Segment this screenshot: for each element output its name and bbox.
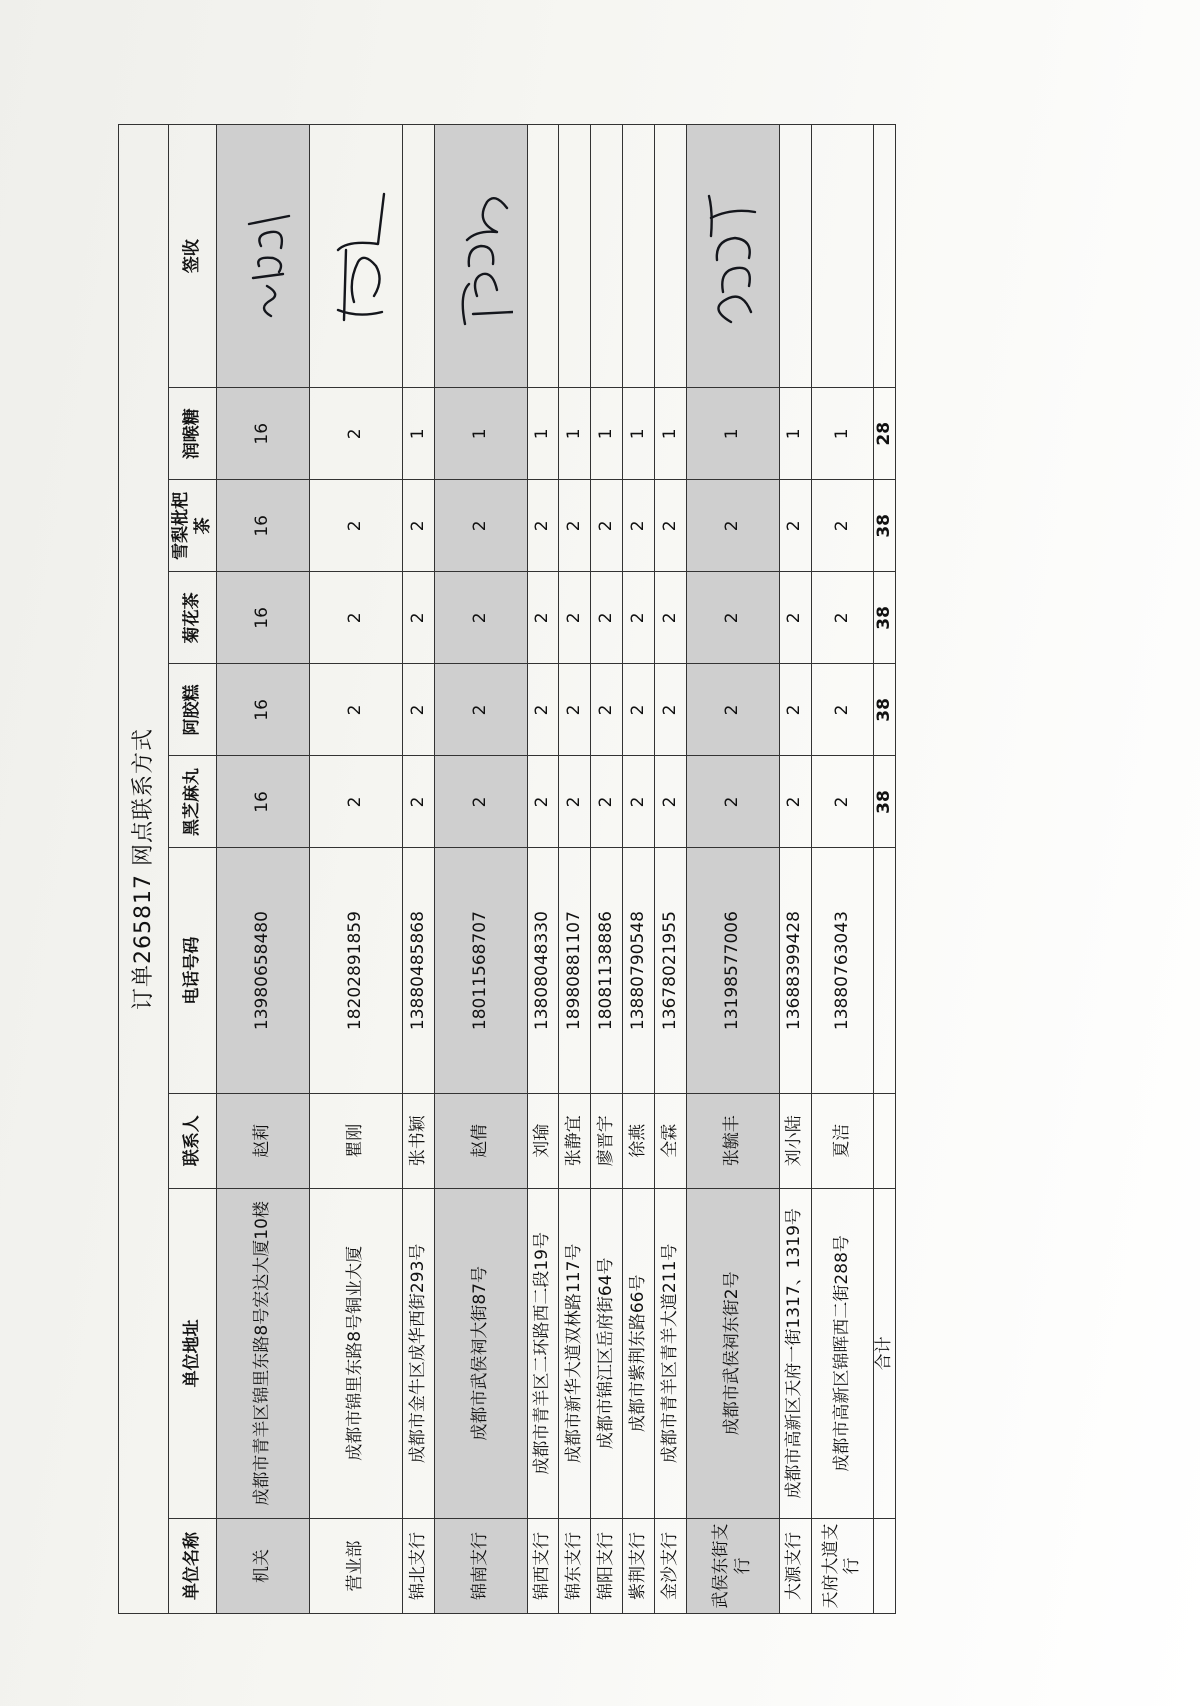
total-q4: 38: [873, 480, 895, 572]
header-unit: 单位名称: [169, 1518, 217, 1613]
header-phone: 电话号码: [169, 848, 217, 1093]
qty-q1: 2: [623, 756, 655, 848]
signature-cell: [623, 125, 655, 388]
qty-q1: 2: [559, 756, 591, 848]
qty-q2: 2: [591, 664, 623, 756]
qty-q2: 2: [402, 664, 434, 756]
unit-address: 成都市金牛区成华西街293号: [402, 1188, 434, 1518]
signature-cell: [686, 125, 779, 388]
qty-q4: 2: [686, 480, 779, 572]
contact-person: 夏洁: [811, 1093, 873, 1188]
unit-name: 大源支行: [779, 1518, 811, 1613]
header-contact: 联系人: [169, 1093, 217, 1188]
table-row: [811, 125, 873, 1614]
contact-table: [168, 124, 896, 1614]
phone-number: 13880485868: [402, 848, 434, 1093]
qty-q5: 1: [623, 388, 655, 480]
contact-person: 刘小陆: [779, 1093, 811, 1188]
contact-person: 赵莉: [217, 1093, 310, 1188]
qty-q2: 2: [654, 664, 686, 756]
unit-name: 紫荆支行: [623, 1518, 655, 1613]
qty-q5: 1: [779, 388, 811, 480]
qty-q1: 2: [779, 756, 811, 848]
signature-cell: [559, 125, 591, 388]
signature-cell: [654, 125, 686, 388]
signature-cell: [527, 125, 559, 388]
qty-q1: 2: [527, 756, 559, 848]
qty-q4: 2: [779, 480, 811, 572]
table-row: [309, 125, 402, 1614]
unit-address: 成都市锦江区岳府街64号: [591, 1188, 623, 1518]
total-q3: 38: [873, 572, 895, 664]
phone-number: 13980658480: [217, 848, 310, 1093]
qty-q2: 16: [217, 664, 310, 756]
phone-number: 18980881107: [559, 848, 591, 1093]
unit-name: 锦南支行: [434, 1518, 527, 1613]
qty-q1: 2: [591, 756, 623, 848]
qty-q1: 2: [654, 756, 686, 848]
qty-q5: 16: [217, 388, 310, 480]
table-row: [559, 125, 591, 1614]
qty-q3: 2: [811, 572, 873, 664]
header-q4: 雪梨枇杷茶: [169, 480, 217, 572]
qty-q1: 2: [309, 756, 402, 848]
qty-q3: 2: [686, 572, 779, 664]
qty-q3: 2: [654, 572, 686, 664]
table-row: [686, 125, 779, 1614]
header-q2: 阿胶糕: [169, 664, 217, 756]
unit-address: 成都市紫荆东路66号: [623, 1188, 655, 1518]
qty-q3: 2: [559, 572, 591, 664]
phone-number: 13198577006: [686, 848, 779, 1093]
table-row: [591, 125, 623, 1614]
table-row: [402, 125, 434, 1614]
unit-address: 成都市青羊区二环路西二段19号: [527, 1188, 559, 1518]
unit-address: 成都市青羊区锦里东路8号宏达大厦10楼: [217, 1188, 310, 1518]
qty-q1: 2: [402, 756, 434, 848]
header-q3: 菊花茶: [169, 572, 217, 664]
signature-cell: [217, 125, 310, 388]
qty-q2: 2: [309, 664, 402, 756]
phone-number: 13678021955: [654, 848, 686, 1093]
rotated-document: [118, 124, 896, 1614]
total-q2: 38: [873, 664, 895, 756]
handwritten-signature: [701, 176, 765, 336]
qty-q2: 2: [434, 664, 527, 756]
phone-number: 13880790548: [623, 848, 655, 1093]
qty-q4: 2: [623, 480, 655, 572]
qty-q5: 1: [527, 388, 559, 480]
unit-address: 成都市高新区天府一街1317、1319号: [779, 1188, 811, 1518]
handwritten-signature: [324, 176, 388, 336]
qty-q5: 1: [811, 388, 873, 480]
unit-name: 锦西支行: [527, 1518, 559, 1613]
qty-q3: 2: [591, 572, 623, 664]
qty-q4: 2: [309, 480, 402, 572]
qty-q2: 2: [623, 664, 655, 756]
unit-address: 成都市青羊区青羊大道211号: [654, 1188, 686, 1518]
qty-q4: 2: [527, 480, 559, 572]
qty-q5: 1: [402, 388, 434, 480]
signature-cell: [779, 125, 811, 388]
table-row: [623, 125, 655, 1614]
phone-number: 18202891859: [309, 848, 402, 1093]
signature-cell: [591, 125, 623, 388]
total-q5: 28: [873, 388, 895, 480]
qty-q5: 1: [654, 388, 686, 480]
unit-address: 成都市新华大道双林路117号: [559, 1188, 591, 1518]
unit-address: 成都市高新区锦晖西二街288号: [811, 1188, 873, 1518]
qty-q2: 2: [811, 664, 873, 756]
phone-number: 13808048330: [527, 848, 559, 1093]
contact-person: 赵倩: [434, 1093, 527, 1188]
table-row: [527, 125, 559, 1614]
total-label: 合计: [873, 1188, 895, 1518]
qty-q3: 2: [434, 572, 527, 664]
unit-address: 成都市锦里东路8号铜业大厦: [309, 1188, 402, 1518]
table-row: [779, 125, 811, 1614]
unit-name: 武侯东街支行: [686, 1518, 779, 1613]
phone-number: 18081138886: [591, 848, 623, 1093]
contact-person: 瞿刚: [309, 1093, 402, 1188]
signature-cell: [434, 125, 527, 388]
contact-person: 张静宜: [559, 1093, 591, 1188]
table-row: [434, 125, 527, 1614]
qty-q1: 2: [686, 756, 779, 848]
header-q5: 润喉糖: [169, 388, 217, 480]
unit-name: 锦阳支行: [591, 1518, 623, 1613]
qty-q4: 2: [559, 480, 591, 572]
qty-q4: 2: [654, 480, 686, 572]
signature-cell: [811, 125, 873, 388]
unit-name: 营业部: [309, 1518, 402, 1613]
qty-q3: 2: [402, 572, 434, 664]
signature-cell: [309, 125, 402, 388]
qty-q4: 2: [811, 480, 873, 572]
qty-q3: 2: [309, 572, 402, 664]
unit-name: 金沙支行: [654, 1518, 686, 1613]
table-row: [654, 125, 686, 1614]
qty-q5: 1: [686, 388, 779, 480]
unit-address: 成都市武侯祠东街2号: [686, 1188, 779, 1518]
contact-person: 徐燕: [623, 1093, 655, 1188]
qty-q2: 2: [686, 664, 779, 756]
phone-number: 13688399428: [779, 848, 811, 1093]
contact-person: 张书颖: [402, 1093, 434, 1188]
total-q1: 38: [873, 756, 895, 848]
qty-q4: 2: [434, 480, 527, 572]
qty-q5: 1: [591, 388, 623, 480]
handwritten-signature: [449, 176, 513, 336]
unit-name: 机关: [217, 1518, 310, 1613]
qty-q5: 2: [309, 388, 402, 480]
qty-q5: 1: [559, 388, 591, 480]
qty-q1: 2: [434, 756, 527, 848]
contact-person: 全霖: [654, 1093, 686, 1188]
qty-q4: 2: [402, 480, 434, 572]
phone-number: 18011568707: [434, 848, 527, 1093]
table-row: [217, 125, 310, 1614]
contact-person: 张毓丰: [686, 1093, 779, 1188]
header-signed: 签收: [169, 125, 217, 388]
qty-q3: 16: [217, 572, 310, 664]
qty-q2: 2: [559, 664, 591, 756]
qty-q5: 1: [434, 388, 527, 480]
total-row: [873, 125, 895, 1614]
qty-q1: 16: [217, 756, 310, 848]
handwritten-signature: [231, 176, 295, 336]
unit-address: 成都市武侯祠大街87号: [434, 1188, 527, 1518]
qty-q2: 2: [779, 664, 811, 756]
qty-q1: 2: [811, 756, 873, 848]
qty-q2: 2: [527, 664, 559, 756]
unit-name: 锦北支行: [402, 1518, 434, 1613]
unit-name: 锦东支行: [559, 1518, 591, 1613]
document-title: 订单265817 网点联系方式: [118, 124, 168, 1614]
signature-cell: [402, 125, 434, 388]
qty-q4: 2: [591, 480, 623, 572]
qty-q3: 2: [623, 572, 655, 664]
qty-q3: 2: [779, 572, 811, 664]
contact-person: 刘瑜: [527, 1093, 559, 1188]
qty-q3: 2: [527, 572, 559, 664]
header-address: 单位地址: [169, 1188, 217, 1518]
contact-person: 廖晋宇: [591, 1093, 623, 1188]
header-q1: 黑芝麻丸: [169, 756, 217, 848]
phone-number: 13880763043: [811, 848, 873, 1093]
unit-name: 天府大道支行: [811, 1518, 873, 1613]
qty-q4: 16: [217, 480, 310, 572]
header-row: [169, 125, 217, 1614]
